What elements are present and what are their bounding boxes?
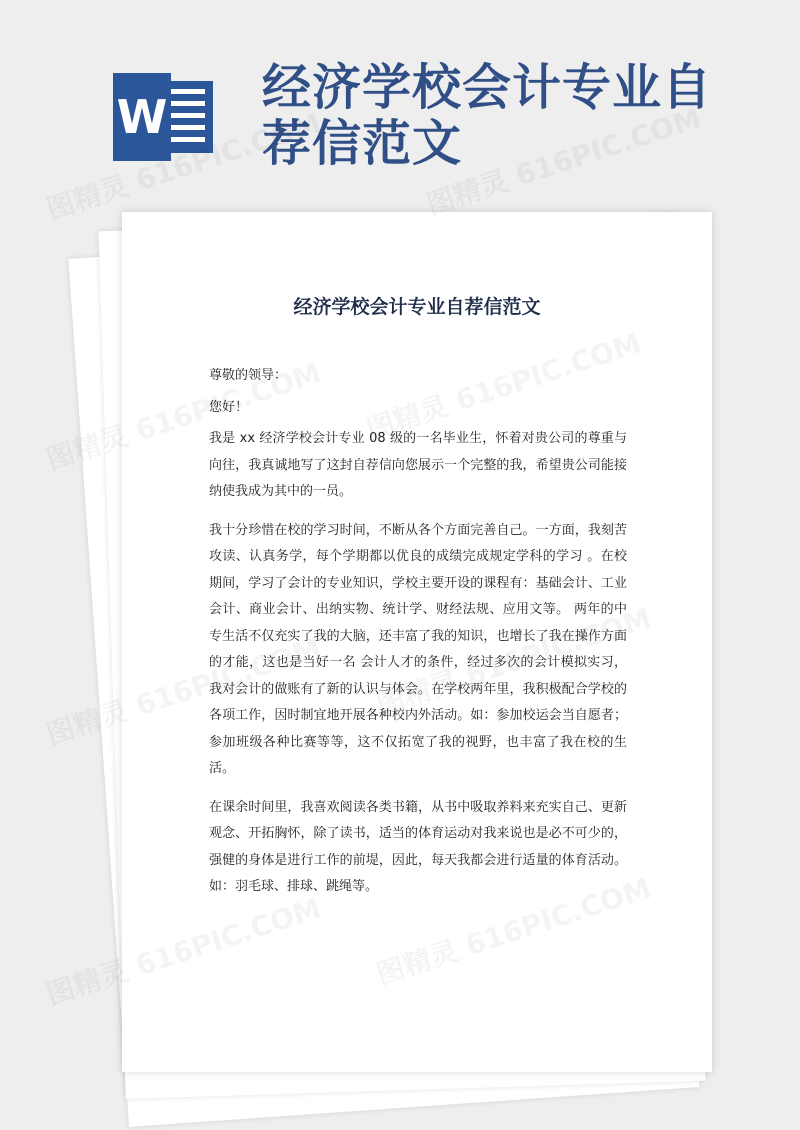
- document-page: [122, 212, 712, 1072]
- page-title: 经济学校会计专业自荐信范文: [262, 59, 713, 172]
- body-paragraph: 我是 xx 经济学校会计专业 08 级的一名毕业生，怀着对贵公司的尊重与向往，我真诚地写了这封自荐信向您展示一个完整的我，希望贵公司能接纳使我成为其中的一员。: [209, 431, 627, 499]
- word-document-icon: [113, 73, 213, 161]
- body-paragraph: 在课余时间里，我喜欢阅读各类书籍，从书中吸取养料来充实自己、更新观念、开拓胸怀，除了读书，适当的体育运动对我来说也是必不可少的，强健的身体是进行工作的前堤，因此，每天我都会进行适量的体育活动。如：羽毛球、排球、跳绳等。: [209, 799, 627, 894]
- document-body: [209, 363, 627, 913]
- word-letter-icon: W: [113, 73, 171, 161]
- body-paragraph: 我十分珍惜在校的学习时间，不断从各个方面完善自己。一方面，我刻苦攻读、认真务学，每个学期都以优良的成绩完成规定学科的学习 。在校期间，学习了会计的专业知识，学校主要开设的课程有：基础会计、工业会计、商业会计、出纳实物、统计学、财经法规、应用文等。 两年的中专生活不仅充实了我的大脑，还丰富了我的知识，也增长了我在操作方面的才能，这也是当好一名 会计人才的条件，经过多次的会计模拟实习，我对会计的做账有了新的认识与体会。在学校两年里，我积极配合学校的各项工作，因时制宜地开展各种校内外活动。如：参加校运会当自愿者；参加班级各种比赛等等，这不仅拓宽了我的视野，也丰富了我在校的生活。: [209, 522, 627, 776]
- greeting: 您好！: [209, 399, 249, 415]
- salutation: 尊敬的领导：: [209, 368, 288, 383]
- document-title: 经济学校会计专业自荐信范文: [293, 296, 541, 318]
